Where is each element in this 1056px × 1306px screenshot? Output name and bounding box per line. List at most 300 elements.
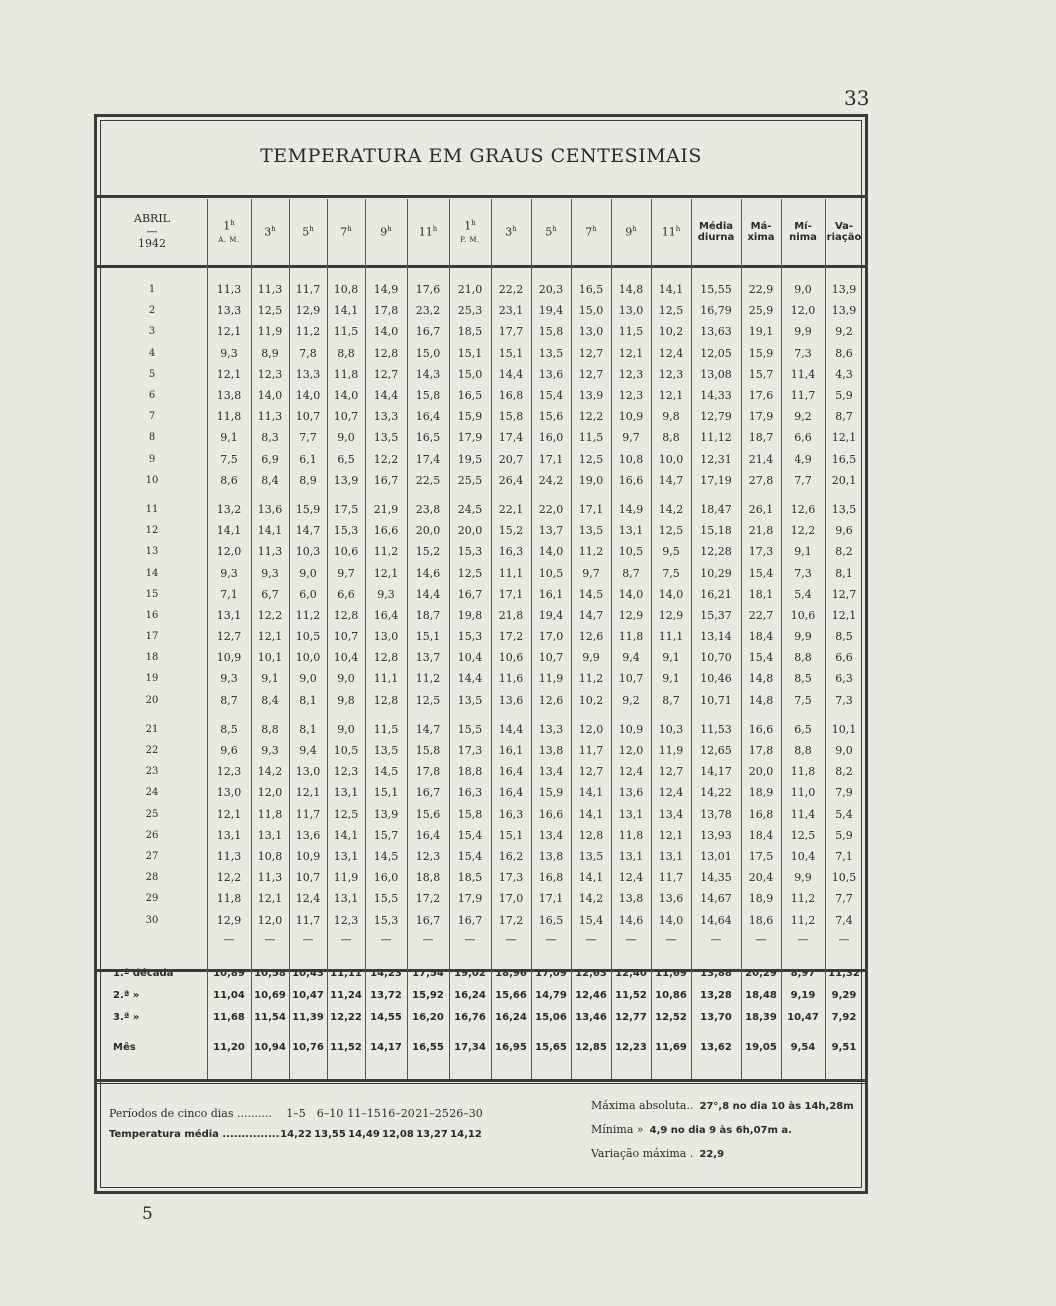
min-absolute-value: 4,9 no dia 9 às 6h,07m a.	[649, 1125, 792, 1136]
table-row	[97, 427, 863, 448]
value-cell: 15,5	[457, 722, 483, 736]
dash-cell: —	[223, 933, 235, 947]
summary-value: 13,70	[700, 1012, 732, 1024]
day-cell: 13	[145, 546, 159, 558]
value-cell: 9,7	[582, 566, 600, 580]
value-cell: 12,0	[578, 722, 604, 736]
value-cell: 20,4	[748, 871, 774, 885]
summary-value: 13,28	[700, 990, 732, 1002]
value-cell: 17,2	[415, 892, 441, 906]
value-cell: 15,8	[415, 389, 441, 403]
value-cell: 14,0	[373, 325, 399, 339]
column-rule	[571, 199, 572, 1079]
day-cell: 10	[145, 474, 159, 486]
summary-value: 12,46	[575, 990, 607, 1002]
value-cell: 10,7	[618, 672, 644, 686]
value-cell: 12,7	[578, 765, 604, 779]
summary-value: 9,54	[790, 1042, 816, 1054]
summary-value: 10,47	[292, 990, 324, 1002]
column-rule	[741, 199, 742, 1079]
value-cell: 17,1	[538, 452, 564, 466]
table-row	[97, 740, 863, 761]
value-cell: 12,5	[333, 807, 359, 821]
value-cell: 12,1	[831, 608, 857, 622]
value-cell: 14,4	[415, 587, 441, 601]
footer-page-mark: 5	[142, 1204, 153, 1224]
value-cell: 14,8	[618, 283, 644, 297]
summary-value: 11,39	[292, 1012, 324, 1024]
value-cell: 25,5	[457, 473, 483, 487]
value-cell: 7,7	[299, 431, 317, 445]
table-row	[97, 782, 863, 803]
value-cell: 16,4	[498, 786, 524, 800]
value-cell: 25,3	[457, 304, 483, 318]
value-cell: 16,8	[748, 807, 774, 821]
value-cell: 15,9	[457, 410, 483, 424]
value-cell: 11,8	[257, 807, 283, 821]
value-cell: 16,7	[415, 786, 441, 800]
value-cell: 12,1	[257, 630, 283, 644]
dash-cell: —	[505, 933, 517, 947]
value-cell: 11,2	[295, 325, 321, 339]
value-cell: 8,9	[299, 473, 317, 487]
value-cell: 7,7	[835, 892, 853, 906]
value-cell: 16,7	[373, 473, 399, 487]
summary-value: 15,66	[495, 990, 527, 1002]
value-cell: 13,5	[457, 693, 483, 707]
value-cell: 8,1	[835, 566, 853, 580]
value-cell: 15,7	[373, 828, 399, 842]
dash-cell: —	[625, 933, 637, 947]
summary-value: 9,29	[831, 990, 857, 1002]
value-cell: 11,1	[373, 672, 399, 686]
dash-cell: —	[380, 933, 392, 947]
value-cell: 9,3	[220, 566, 238, 580]
value-cell: 16,3	[457, 786, 483, 800]
value-cell: 9,0	[794, 283, 812, 297]
summary-value: 15,92	[412, 990, 444, 1002]
value-cell: 16,7	[415, 913, 441, 927]
value-cell: 10,5	[295, 630, 321, 644]
value-cell: 10,7	[295, 871, 321, 885]
value-cell: 13,4	[538, 765, 564, 779]
value-cell: 14,4	[373, 389, 399, 403]
day-cell: 18	[145, 652, 159, 664]
value-cell: 18,8	[457, 765, 483, 779]
value-cell: 11,3	[257, 410, 283, 424]
value-cell: 16,6	[618, 473, 644, 487]
value-cell: 11,5	[333, 325, 359, 339]
value-cell: 15,8	[457, 807, 483, 821]
value-cell: 14,2	[257, 765, 283, 779]
value-cell: 16,6	[538, 807, 564, 821]
value-cell: 8,5	[794, 672, 812, 686]
period-mean-temp: 14,49	[348, 1129, 380, 1140]
hour-11pm-header: 11$^h$	[661, 224, 681, 239]
value-cell: 10,9	[216, 651, 242, 665]
value-cell: 14,0	[658, 587, 684, 601]
value-cell: 14,64	[700, 913, 732, 927]
column-rule	[691, 199, 692, 1079]
value-cell: 13,9	[373, 807, 399, 821]
summary-value: 10,86	[655, 990, 687, 1002]
value-cell: 16,6	[748, 722, 774, 736]
value-cell: 13,4	[538, 828, 564, 842]
value-cell: 19,5	[457, 452, 483, 466]
value-cell: 6,3	[835, 672, 853, 686]
table-row	[97, 520, 863, 541]
value-cell: 11,2	[578, 545, 604, 559]
summary-value: 10,76	[292, 1042, 324, 1054]
table-row	[97, 385, 863, 406]
hour-9pm-header: 9$^h$	[625, 224, 637, 239]
summary-value: 12,22	[330, 1012, 362, 1024]
summary-value: 13,62	[700, 1042, 732, 1054]
value-cell: 16,21	[700, 587, 732, 601]
value-cell: 12,05	[700, 346, 732, 360]
max-absolute-value: 27°,8 no dia 10 às 14h,28m	[699, 1101, 854, 1112]
value-cell: 11,2	[578, 672, 604, 686]
value-cell: 15,4	[457, 828, 483, 842]
value-cell: 10,9	[618, 722, 644, 736]
value-cell: 18,9	[748, 786, 774, 800]
summary-value: 16,95	[495, 1042, 527, 1054]
value-cell: 15,3	[457, 630, 483, 644]
summary-value: 9,51	[831, 1042, 857, 1054]
value-cell: 12,5	[578, 452, 604, 466]
value-cell: 14,1	[578, 807, 604, 821]
summary-row	[97, 1037, 863, 1059]
value-cell: 14,9	[618, 502, 644, 516]
value-cell: 14,0	[658, 913, 684, 927]
summary-value: 18,39	[745, 1012, 777, 1024]
value-cell: 13,5	[578, 524, 604, 538]
value-cell: 18,6	[748, 913, 774, 927]
value-cell: 21,9	[373, 502, 399, 516]
value-cell: 17,1	[578, 502, 604, 516]
value-cell: 9,0	[337, 672, 355, 686]
value-cell: 21,0	[457, 283, 483, 297]
column-rule	[207, 199, 208, 1079]
day-cell: 8	[148, 432, 156, 444]
variation-label: Variação máxima .	[591, 1147, 694, 1160]
hour-1am-header: 1$^h$ A. M.	[218, 218, 240, 244]
dash-cell: —	[545, 933, 557, 947]
value-cell: 9,1	[794, 545, 812, 559]
value-cell: 9,9	[582, 651, 600, 665]
summary-value: 11,32	[828, 968, 860, 980]
value-cell: 13,1	[618, 807, 644, 821]
value-cell: 10,46	[700, 672, 732, 686]
day-cell: 2	[148, 305, 156, 317]
summary-value: 13,46	[575, 1012, 607, 1024]
value-cell: 16,5	[538, 913, 564, 927]
value-cell: 11,1	[498, 566, 524, 580]
value-cell: 12,1	[257, 892, 283, 906]
value-cell: 15,3	[457, 545, 483, 559]
value-cell: 14,2	[658, 502, 684, 516]
value-cell: 12,9	[618, 608, 644, 622]
value-cell: 12,7	[216, 630, 242, 644]
hour-3pm-header: 3$^h$	[505, 224, 517, 239]
value-cell: 9,1	[261, 672, 279, 686]
value-cell: 10,29	[700, 566, 732, 580]
day-cell: 22	[145, 745, 159, 757]
summary-value: 19,02	[454, 968, 486, 980]
summary-value: 11,69	[655, 968, 687, 980]
dash-cell: —	[665, 933, 677, 947]
value-cell: 12,2	[578, 410, 604, 424]
value-cell: 14,6	[415, 566, 441, 580]
column-rule	[531, 199, 532, 1079]
value-cell: 14,7	[658, 473, 684, 487]
value-cell: 9,9	[794, 871, 812, 885]
value-cell: 16,5	[831, 452, 857, 466]
value-cell: 10,4	[333, 651, 359, 665]
value-cell: 10,70	[700, 651, 732, 665]
hour-5am-header: 5$^h$	[302, 224, 314, 239]
summary-value: 12,23	[615, 1042, 647, 1054]
summary-value: 14,23	[370, 968, 402, 980]
value-cell: 7,5	[794, 693, 812, 707]
value-cell: 13,6	[295, 828, 321, 842]
value-cell: 13,6	[658, 892, 684, 906]
value-cell: 13,9	[831, 283, 857, 297]
value-cell: 10,3	[295, 545, 321, 559]
value-cell: 12,6	[578, 630, 604, 644]
value-cell: 25,9	[748, 304, 774, 318]
value-cell: 12,5	[457, 566, 483, 580]
value-cell: 5,4	[794, 587, 812, 601]
value-cell: 17,5	[748, 849, 774, 863]
dash-cell: —	[302, 933, 314, 947]
summary-value: 8,97	[790, 968, 816, 980]
value-cell: 13,1	[658, 849, 684, 863]
value-cell: 12,7	[578, 346, 604, 360]
mean-temp-label: Temperatura média ...............	[109, 1129, 280, 1140]
summary-value: 20,29	[745, 968, 777, 980]
value-cell: 9,0	[299, 566, 317, 580]
value-cell: 16,5	[415, 431, 441, 445]
value-cell: 9,9	[794, 630, 812, 644]
value-cell: 13,93	[700, 828, 732, 842]
value-cell: 13,4	[658, 807, 684, 821]
day-cell: 26	[145, 829, 159, 841]
hour-11am-header: 11$^h$	[418, 224, 438, 239]
value-cell: 13,8	[216, 389, 242, 403]
min-absolute-label: Mínima »	[591, 1123, 644, 1136]
value-cell: 10,9	[618, 410, 644, 424]
value-cell: 9,1	[220, 431, 238, 445]
value-cell: 8,1	[299, 693, 317, 707]
value-cell: 8,3	[261, 431, 279, 445]
value-cell: 8,6	[220, 473, 238, 487]
value-cell: 9,4	[299, 744, 317, 758]
summary-value: 16,20	[412, 1012, 444, 1024]
table-row	[97, 825, 863, 846]
value-cell: 12,5	[658, 524, 684, 538]
value-cell: 11,7	[295, 283, 321, 297]
day-cell: 24	[145, 787, 159, 799]
value-cell: 9,3	[220, 346, 238, 360]
value-cell: 8,8	[794, 651, 812, 665]
value-cell: 17,8	[415, 765, 441, 779]
value-cell: 26,4	[498, 473, 524, 487]
value-cell: 18,4	[748, 630, 774, 644]
value-cell: 9,8	[337, 693, 355, 707]
summary-value: 17,09	[535, 968, 567, 980]
value-cell: 12,3	[618, 389, 644, 403]
value-cell: 15,9	[295, 502, 321, 516]
table-row	[97, 626, 863, 647]
value-cell: 12,79	[700, 410, 732, 424]
value-cell: 15,2	[415, 545, 441, 559]
table-frame	[94, 114, 868, 1194]
value-cell: 14,8	[748, 693, 774, 707]
value-cell: 7,5	[220, 452, 238, 466]
value-cell: 15,55	[700, 283, 732, 297]
value-cell: 12,7	[831, 587, 857, 601]
value-cell: 13,1	[333, 849, 359, 863]
value-cell: 10,7	[295, 410, 321, 424]
value-cell: 21,8	[748, 524, 774, 538]
value-cell: 9,3	[261, 744, 279, 758]
value-cell: 14,9	[373, 283, 399, 297]
value-cell: 15,4	[748, 651, 774, 665]
value-cell: 16,3	[498, 545, 524, 559]
value-cell: 13,0	[618, 304, 644, 318]
value-cell: 13,1	[333, 786, 359, 800]
table-row	[97, 499, 863, 520]
value-cell: 12,1	[373, 566, 399, 580]
hour-7pm-header: 7$^h$	[585, 224, 597, 239]
value-cell: 22,7	[748, 608, 774, 622]
period-mean-temp: 13,55	[314, 1129, 346, 1140]
value-cell: 13,1	[618, 524, 644, 538]
table-title: TEMPERATURA EM GRAUS CENTESIMAIS	[260, 145, 702, 167]
value-cell: 11,0	[790, 786, 816, 800]
value-cell: 12,28	[700, 545, 732, 559]
table-row	[97, 541, 863, 562]
value-cell: 12,1	[658, 828, 684, 842]
summary-value: 18,96	[495, 968, 527, 980]
value-cell: 23,2	[415, 304, 441, 318]
value-cell: 14,1	[257, 524, 283, 538]
temperature-table	[97, 199, 863, 1059]
summary-value: 11,54	[254, 1012, 286, 1024]
column-rule	[491, 199, 492, 1079]
value-cell: 13,0	[373, 630, 399, 644]
value-cell: 7,3	[794, 346, 812, 360]
table-row	[97, 364, 863, 385]
value-cell: 14,2	[578, 892, 604, 906]
column-rule	[449, 199, 450, 1079]
value-cell: 20,0	[748, 765, 774, 779]
dash-cell: —	[585, 933, 597, 947]
value-cell: 6,5	[794, 722, 812, 736]
value-cell: 8,5	[220, 722, 238, 736]
value-cell: 12,9	[295, 304, 321, 318]
value-cell: 17,3	[748, 545, 774, 559]
hour-5pm-header: 5$^h$	[545, 224, 557, 239]
dash-cell: —	[264, 933, 276, 947]
summary-value: 7,92	[831, 1012, 857, 1024]
value-cell: 16,79	[700, 304, 732, 318]
table-row	[97, 584, 863, 605]
value-cell: 16,2	[498, 849, 524, 863]
period-range: 1–5	[286, 1107, 306, 1120]
summary-value: 16,24	[495, 1012, 527, 1024]
value-cell: 12,3	[333, 765, 359, 779]
value-cell: 13,78	[700, 807, 732, 821]
value-cell: 17,19	[700, 473, 732, 487]
maxima-header: Má- xima	[747, 220, 775, 243]
value-cell: 6,1	[299, 452, 317, 466]
summary-value: 12,63	[575, 968, 607, 980]
value-cell: 17,9	[457, 431, 483, 445]
value-cell: 11,8	[333, 367, 359, 381]
value-cell: 18,7	[415, 608, 441, 622]
value-cell: 14,6	[618, 913, 644, 927]
value-cell: 17,9	[457, 892, 483, 906]
value-cell: 10,5	[618, 545, 644, 559]
value-cell: 11,7	[295, 913, 321, 927]
mean-temp-row	[109, 1129, 483, 1140]
value-cell: 9,2	[622, 693, 640, 707]
value-cell: 13,1	[257, 828, 283, 842]
summary-value: 16,76	[454, 1012, 486, 1024]
value-cell: 12,4	[658, 786, 684, 800]
footer-section	[97, 1079, 865, 1189]
value-cell: 12,5	[257, 304, 283, 318]
value-cell: 11,2	[373, 545, 399, 559]
value-cell: 22,2	[498, 283, 524, 297]
value-cell: 16,8	[498, 389, 524, 403]
summary-value: 15,06	[535, 1012, 567, 1024]
value-cell: 14,5	[373, 765, 399, 779]
value-cell: 13,6	[257, 502, 283, 516]
value-cell: 20,3	[538, 283, 564, 297]
value-cell: 11,2	[790, 913, 816, 927]
summary-value: 11,52	[330, 1042, 362, 1054]
table-body	[97, 265, 863, 1059]
day-cell: 7	[148, 411, 156, 423]
value-cell: 11,5	[618, 325, 644, 339]
value-cell: 15,1	[498, 828, 524, 842]
value-cell: 24,5	[457, 502, 483, 516]
day-cell: 1	[148, 284, 156, 296]
summary-value: 10,43	[292, 968, 324, 980]
value-cell: 7,1	[835, 849, 853, 863]
value-cell: 6,6	[835, 651, 853, 665]
value-cell: 15,2	[498, 524, 524, 538]
value-cell: 14,0	[618, 587, 644, 601]
day-cell: 20	[145, 694, 159, 706]
summary-value: 14,17	[370, 1042, 402, 1054]
period-mean-temp: 14,12	[450, 1129, 482, 1140]
value-cell: 15,4	[748, 566, 774, 580]
value-cell: 11,5	[578, 431, 604, 445]
value-cell: 13,0	[578, 325, 604, 339]
value-cell: 7,3	[794, 566, 812, 580]
value-cell: 9,3	[261, 566, 279, 580]
value-cell: 12,1	[618, 346, 644, 360]
value-cell: 9,1	[662, 672, 680, 686]
value-cell: 12,8	[373, 346, 399, 360]
table-row	[97, 909, 863, 930]
value-cell: 11,1	[658, 630, 684, 644]
value-cell: 8,4	[261, 693, 279, 707]
